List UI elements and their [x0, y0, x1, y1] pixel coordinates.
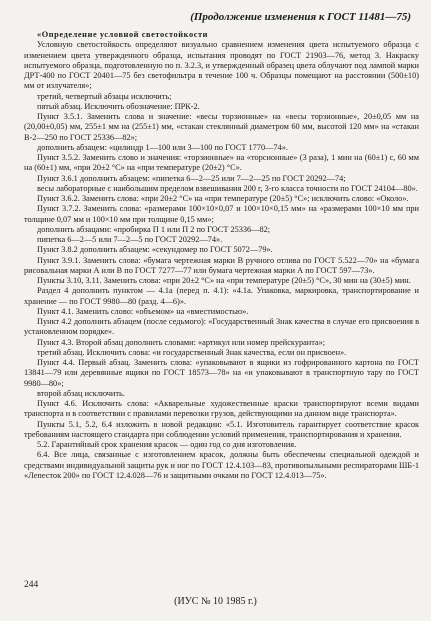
paragraph: Пункт 3.6.1 дополнить абзацем: «пипетка 6—2—25 или 7—2—25 по ГОСТ 20292—74; — [37, 173, 346, 183]
paragraph: Пункты 5.1, 5.2, 6.4 изложить в новой редакции: «5.1. Изготовитель гарантирует соответствие красок требованиям настоящего стандарта при соблюдении условий применения, транспортирования и хранения. — [24, 419, 419, 439]
paragraph: Пункт 4.4. Первый абзац. Заменить слова: «упаковывают в ящики из гофрированного картона по ГОСТ 13841—79 или деревянные ящики по ГОСТ 18573—78» на «и упаковывают в транспортную тару по ГОСТ 9980—80»; — [24, 358, 419, 388]
paragraph: 6.4. Все лица, связанные с изготовлением красок, должны быть обеспечены специальной одеждой и средствами индивидуальной защиты рук и ног по ГОСТ 12.4.103—83, противопыльными респираторами ШБ-1 «Лепесток 200» по ГОСТ 12.4.028—76 и защитными очками по ГОСТ 12.4.013—75». — [24, 450, 419, 480]
paragraph: дополнить абзацами: «пробирка П 1 или П 2 по ГОСТ 25336—82; — [37, 224, 271, 234]
paragraph: Пункт 4.6. Исключить слова: «Акварельные художественные краски транспортируют всеми видами транспорта и в соответствии с правилами перевозки грузов, действующими на данном виде транспорта». — [24, 399, 419, 419]
paragraph: Пункт 3.8.2 дополнить абзацем: «секундомер по ГОСТ 5072—79». — [37, 245, 273, 255]
paragraph: 5.2. Гарантийный срок хранения красок — один год со дня изготовления. — [37, 440, 297, 449]
paragraph: весы лабораторные с наибольшим пределом взвешивания 200 г, 3-го класса точности по ГОСТ 24104—80». — [37, 183, 418, 193]
paragraph: Пункт 4.1. Заменить слово: «объемом» на «вместимостью». — [37, 306, 249, 316]
paragraph: Пункт 4.2 дополнить абзацем (после седьмого): «Государственный Знак качества в случае его присвоения в установленном порядке». — [24, 317, 419, 337]
paragraph: Пункт 3.5.1. Заменить слова и значение: «весы торзионные» на «весы торзионные», 20±0,05 мм на (20,00±0,05) мм, 255±1 мм на (255±1) мм, «стакан стеклянный диаметром 60 мм, высотой 120 мм» на «стакан В-2—250 по ГОСТ 25336—82»; — [24, 112, 419, 142]
page-number: 244 — [24, 580, 39, 590]
paragraph: третий, четвертый абзацы исключить; — [37, 91, 172, 101]
document-body — [24, 30, 419, 481]
paragraph: Пункт 3.5.2. Заменить слово и значения: «торзионные» на «торсионные» (3 раза), 1 мин на (60±1) с, 60 мм на (60±1) мм, «при 20±2 °С» на «при температуре (20±2) °С». — [24, 153, 419, 173]
paragraph: пипетка 6—2—5 или 7—2—5 по ГОСТ 20292—74». — [37, 235, 223, 244]
page-footer: (ИУС № 10 1985 г.) — [174, 596, 257, 607]
paragraph: Пункт 4.3. Второй абзац дополнить словами: «артикул или номер прейскуранта»; — [37, 337, 326, 347]
paragraph: дополнить абзацем: «цилиндр 1—100 или 3—100 по ГОСТ 1770—74». — [37, 142, 288, 152]
paragraph: второй абзац исключить. — [37, 388, 125, 398]
paragraph: Пункт 3.9.1. Заменить слова: «бумага чертежная марки В ручного отлива по ГОСТ 5.522—70» на «бумага рисовальная марки А или В по ГОСТ 7277—77 или бумага чертежная марки А по ГОСТ 597—73». — [24, 255, 419, 275]
paragraph: Раздел 4 дополнить пунктом — 4.1а (перед п. 4.1): «4.1а. Упаковка, маркировка, транспортирование и хранение — по ГОСТ 9980—80 (разд. 4—6)». — [24, 286, 419, 306]
paragraph: Пункт 3.7.2. Заменить слова: «размерами 100×10×0,07 и 100×10×0,15 мм» на «размерами 100×10 мм при толщине 0,07 мм и 100×10 мм при толщине 0,15 мм»; — [24, 204, 419, 224]
page-header: (Продолжение изменения к ГОСТ 11481—75) — [190, 11, 411, 23]
paragraph: пятый абзац. Исключить обозначение: ПРК-2. — [37, 101, 200, 111]
paragraph: третий абзац. Исключить слова: «и государственный Знак качества, если он присвоен». — [37, 347, 347, 357]
paragraph: Пункт 3.6.2. Заменить слова: «при 20±2 °С» на «при температуре (20±5) °С»; исключить слово: «Около». — [37, 194, 409, 203]
paragraph: Условную светостойкость определяют визуально сравнением изменения цвета испытуемого образца с изменением цвета утвержденного образца, испытания проводят по ГОСТ 21903—76, метод 3. Накраску испытуемого образца, подготовленную по п. 3.2.3, и утвержденный образец цвета облучают под лампой марки ДРТ-400 по ГОСТ 20401—75 без светофильтра в течение 100 ч. Образцы помещают на расстоянии (500±10) мм от излучателя»; — [24, 40, 419, 91]
section-title: «Определение условной светостойкости — [37, 30, 209, 39]
paragraph: Пункты 3.10, 3.11. Заменить слова: «при 20±2 °С» на «при температуре (20±5) °С», 30 мин на (30±5) мин. — [37, 276, 411, 285]
